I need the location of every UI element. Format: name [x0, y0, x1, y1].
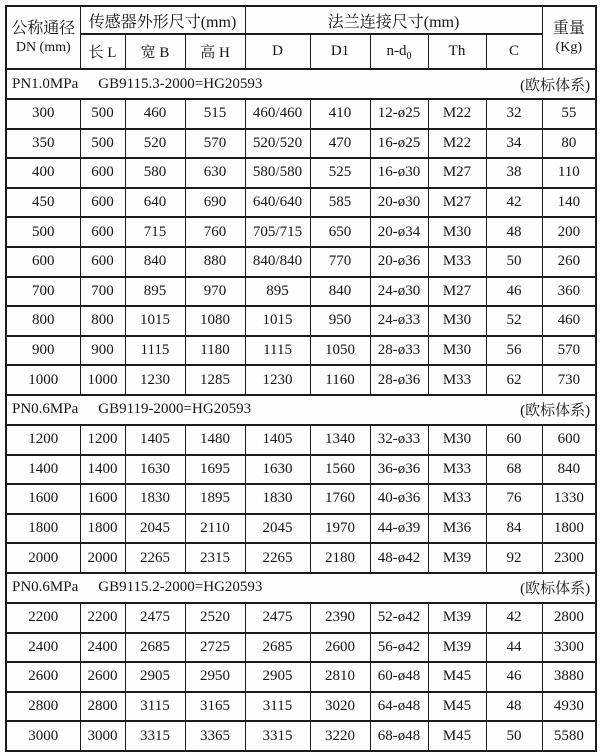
cell-n-d0: 24-ø33 — [370, 306, 428, 336]
cell-c: 56 — [486, 336, 542, 366]
cell-weight: 260 — [542, 247, 596, 277]
cell-c: 42 — [486, 188, 542, 218]
cell-d1: 3020 — [310, 692, 370, 722]
cell-c: 50 — [486, 247, 542, 277]
cell-d: 3315 — [245, 721, 310, 751]
cell-dn: 1000 — [6, 365, 80, 395]
cell-n-d0: 56-ø42 — [370, 633, 428, 663]
section-header-cell — [6, 69, 596, 99]
cell-dn: 500 — [6, 217, 80, 247]
cell-height-h: 2110 — [185, 514, 245, 544]
cell-th: M30 — [428, 217, 486, 247]
cell-width-b: 1830 — [125, 484, 185, 514]
standard-code-label: GB9115.3-2000=HG20593 — [98, 75, 263, 92]
cell-th: M33 — [428, 484, 486, 514]
table-row — [6, 306, 596, 336]
cell-th: M45 — [428, 662, 486, 692]
header-col-height-h: 高 H — [185, 34, 245, 69]
cell-width-b: 2685 — [125, 633, 185, 663]
cell-height-h: 1180 — [185, 336, 245, 366]
cell-n-d0: 28-ø36 — [370, 365, 428, 395]
header-col-n-d0-subscript: 0 — [406, 51, 412, 62]
cell-dn: 1800 — [6, 514, 80, 544]
cell-dn: 1600 — [6, 484, 80, 514]
header-weight — [542, 6, 596, 69]
cell-dn: 1400 — [6, 455, 80, 485]
table-row — [6, 158, 596, 188]
header-column-row — [6, 34, 596, 69]
cell-th: M30 — [428, 306, 486, 336]
cell-width-b: 715 — [125, 217, 185, 247]
section-header-row — [6, 69, 596, 99]
table-row — [6, 633, 596, 663]
cell-n-d0: 68-ø48 — [370, 721, 428, 751]
cell-d: 895 — [245, 277, 310, 307]
header-sensor-dimensions-group: 传感器外形尺寸(mm) — [80, 6, 245, 34]
cell-height-h: 760 — [185, 217, 245, 247]
cell-n-d0: 16-ø25 — [370, 129, 428, 159]
cell-c: 46 — [486, 662, 542, 692]
cell-length-l: 1600 — [80, 484, 125, 514]
pressure-rating-label: PN0.6MPa — [12, 401, 79, 418]
cell-dn: 400 — [6, 158, 80, 188]
system-note-label: (欧标体系) — [520, 77, 591, 94]
cell-weight: 110 — [542, 158, 596, 188]
cell-width-b: 1405 — [125, 425, 185, 455]
cell-d: 460/460 — [245, 99, 310, 129]
table-row — [6, 484, 596, 514]
cell-length-l: 600 — [80, 217, 125, 247]
cell-height-h: 2315 — [185, 543, 245, 573]
cell-width-b: 1115 — [125, 336, 185, 366]
cell-height-h: 570 — [185, 129, 245, 159]
cell-height-h: 1285 — [185, 365, 245, 395]
header-nominal-diameter-cn: 公称通径 — [11, 19, 76, 37]
cell-length-l: 3000 — [80, 721, 125, 751]
cell-d: 1015 — [245, 306, 310, 336]
cell-dn: 600 — [6, 247, 80, 277]
cell-height-h: 515 — [185, 99, 245, 129]
cell-length-l: 1000 — [80, 365, 125, 395]
cell-height-h: 3165 — [185, 692, 245, 722]
cell-height-h: 1895 — [185, 484, 245, 514]
table-row — [6, 99, 596, 129]
table-row — [6, 721, 596, 751]
table-row — [6, 188, 596, 218]
cell-d: 840/840 — [245, 247, 310, 277]
cell-d1: 525 — [310, 158, 370, 188]
cell-height-h: 2725 — [185, 633, 245, 663]
header-weight-unit: (Kg) — [555, 39, 583, 55]
cell-width-b: 460 — [125, 99, 185, 129]
cell-c: 34 — [486, 129, 542, 159]
cell-weight: 4930 — [542, 692, 596, 722]
cell-weight: 840 — [542, 455, 596, 485]
cell-length-l: 2800 — [80, 692, 125, 722]
cell-weight: 2800 — [542, 603, 596, 633]
table-body — [6, 69, 596, 751]
cell-d1: 470 — [310, 129, 370, 159]
cell-height-h: 880 — [185, 247, 245, 277]
cell-dn: 2600 — [6, 662, 80, 692]
cell-weight: 3300 — [542, 633, 596, 663]
table-row — [6, 247, 596, 277]
header-group-row — [6, 6, 596, 34]
dimension-spec-table — [5, 5, 597, 752]
cell-d1: 2180 — [310, 543, 370, 573]
standard-code-label: GB9115.2-2000=HG20593 — [98, 579, 263, 596]
cell-th: M36 — [428, 514, 486, 544]
cell-d: 1405 — [245, 425, 310, 455]
cell-d: 2475 — [245, 603, 310, 633]
cell-n-d0: 20-ø30 — [370, 188, 428, 218]
cell-th: M45 — [428, 692, 486, 722]
cell-weight: 3880 — [542, 662, 596, 692]
cell-th: M30 — [428, 336, 486, 366]
cell-length-l: 800 — [80, 306, 125, 336]
cell-th: M33 — [428, 455, 486, 485]
cell-th: M39 — [428, 633, 486, 663]
cell-length-l: 600 — [80, 188, 125, 218]
cell-width-b: 3315 — [125, 721, 185, 751]
cell-n-d0: 44-ø39 — [370, 514, 428, 544]
table-row — [6, 455, 596, 485]
cell-d: 2265 — [245, 543, 310, 573]
table-row — [6, 365, 596, 395]
section-header-row — [6, 395, 596, 425]
cell-weight: 55 — [542, 99, 596, 129]
cell-width-b: 640 — [125, 188, 185, 218]
table-row — [6, 692, 596, 722]
cell-c: 84 — [486, 514, 542, 544]
table-row — [6, 603, 596, 633]
cell-th: M22 — [428, 129, 486, 159]
cell-d: 1830 — [245, 484, 310, 514]
cell-d: 2045 — [245, 514, 310, 544]
cell-n-d0: 48-ø42 — [370, 543, 428, 573]
cell-height-h: 1695 — [185, 455, 245, 485]
cell-width-b: 1015 — [125, 306, 185, 336]
cell-dn: 2400 — [6, 633, 80, 663]
cell-length-l: 600 — [80, 247, 125, 277]
cell-th: M45 — [428, 721, 486, 751]
cell-dn: 800 — [6, 306, 80, 336]
cell-c: 62 — [486, 365, 542, 395]
cell-weight: 80 — [542, 129, 596, 159]
cell-length-l: 500 — [80, 99, 125, 129]
cell-n-d0: 12-ø25 — [370, 99, 428, 129]
cell-weight: 1330 — [542, 484, 596, 514]
cell-width-b: 2045 — [125, 514, 185, 544]
header-weight-cn: 重量 — [552, 19, 585, 37]
header-nominal-diameter-unit: DN (mm) — [15, 39, 71, 55]
cell-dn: 3000 — [6, 721, 80, 751]
cell-dn: 300 — [6, 99, 80, 129]
header-col-th: Th — [428, 34, 486, 69]
cell-c: 38 — [486, 158, 542, 188]
header-col-d1: D1 — [310, 34, 370, 69]
cell-weight: 200 — [542, 217, 596, 247]
section-header-row — [6, 573, 596, 603]
header-col-length-l: 长 L — [80, 34, 125, 69]
cell-c: 52 — [486, 306, 542, 336]
cell-weight: 1800 — [542, 514, 596, 544]
pressure-rating-label: PN0.6MPa — [12, 579, 79, 596]
cell-height-h: 970 — [185, 277, 245, 307]
cell-width-b: 895 — [125, 277, 185, 307]
cell-d1: 1160 — [310, 365, 370, 395]
cell-c: 92 — [486, 543, 542, 573]
table-row — [6, 662, 596, 692]
cell-width-b: 3115 — [125, 692, 185, 722]
cell-c: 32 — [486, 99, 542, 129]
cell-width-b: 2265 — [125, 543, 185, 573]
cell-d1: 950 — [310, 306, 370, 336]
cell-th: M30 — [428, 425, 486, 455]
table-row — [6, 129, 596, 159]
cell-d1: 410 — [310, 99, 370, 129]
cell-d1: 1560 — [310, 455, 370, 485]
cell-c: 68 — [486, 455, 542, 485]
cell-width-b: 520 — [125, 129, 185, 159]
cell-weight: 2300 — [542, 543, 596, 573]
cell-th: M33 — [428, 247, 486, 277]
cell-width-b: 840 — [125, 247, 185, 277]
cell-d1: 1970 — [310, 514, 370, 544]
cell-d: 520/520 — [245, 129, 310, 159]
header-col-d: D — [245, 34, 310, 69]
cell-dn: 350 — [6, 129, 80, 159]
cell-height-h: 630 — [185, 158, 245, 188]
table-header — [6, 6, 596, 69]
cell-height-h: 1480 — [185, 425, 245, 455]
cell-c: 46 — [486, 277, 542, 307]
cell-d1: 840 — [310, 277, 370, 307]
cell-n-d0: 60-ø48 — [370, 662, 428, 692]
cell-length-l: 700 — [80, 277, 125, 307]
header-nominal-diameter — [6, 6, 80, 69]
cell-d: 2905 — [245, 662, 310, 692]
cell-dn: 1200 — [6, 425, 80, 455]
section-header-cell — [6, 573, 596, 603]
cell-n-d0: 52-ø42 — [370, 603, 428, 633]
cell-length-l: 2400 — [80, 633, 125, 663]
cell-length-l: 1200 — [80, 425, 125, 455]
cell-n-d0: 64-ø48 — [370, 692, 428, 722]
cell-th: M39 — [428, 603, 486, 633]
cell-th: M33 — [428, 365, 486, 395]
cell-n-d0: 20-ø34 — [370, 217, 428, 247]
cell-dn: 450 — [6, 188, 80, 218]
cell-length-l: 1800 — [80, 514, 125, 544]
cell-n-d0: 28-ø33 — [370, 336, 428, 366]
table-row — [6, 277, 596, 307]
cell-d1: 2810 — [310, 662, 370, 692]
cell-d: 2685 — [245, 633, 310, 663]
cell-length-l: 500 — [80, 129, 125, 159]
cell-th: M39 — [428, 543, 486, 573]
cell-width-b: 2475 — [125, 603, 185, 633]
cell-width-b: 2905 — [125, 662, 185, 692]
cell-length-l: 1400 — [80, 455, 125, 485]
header-col-width-b: 宽 B — [125, 34, 185, 69]
cell-length-l: 2000 — [80, 543, 125, 573]
cell-dn: 700 — [6, 277, 80, 307]
cell-th: M22 — [428, 99, 486, 129]
cell-weight: 600 — [542, 425, 596, 455]
cell-weight: 730 — [542, 365, 596, 395]
cell-n-d0: 40-ø36 — [370, 484, 428, 514]
header-col-c: C — [486, 34, 542, 69]
cell-width-b: 580 — [125, 158, 185, 188]
table-row — [6, 425, 596, 455]
table-row — [6, 217, 596, 247]
cell-width-b: 1230 — [125, 365, 185, 395]
cell-d1: 770 — [310, 247, 370, 277]
cell-d: 1630 — [245, 455, 310, 485]
cell-weight: 140 — [542, 188, 596, 218]
cell-length-l: 900 — [80, 336, 125, 366]
cell-height-h: 690 — [185, 188, 245, 218]
table-row — [6, 336, 596, 366]
table-row — [6, 543, 596, 573]
cell-c: 50 — [486, 721, 542, 751]
cell-weight: 5580 — [542, 721, 596, 751]
cell-n-d0: 16-ø30 — [370, 158, 428, 188]
cell-d1: 3220 — [310, 721, 370, 751]
cell-n-d0: 36-ø36 — [370, 455, 428, 485]
cell-width-b: 1630 — [125, 455, 185, 485]
cell-weight: 570 — [542, 336, 596, 366]
cell-c: 42 — [486, 603, 542, 633]
cell-th: M27 — [428, 158, 486, 188]
cell-c: 60 — [486, 425, 542, 455]
cell-d: 3115 — [245, 692, 310, 722]
cell-d: 1115 — [245, 336, 310, 366]
cell-d1: 1760 — [310, 484, 370, 514]
cell-height-h: 3365 — [185, 721, 245, 751]
standard-code-label: GB9119-2000=HG20593 — [98, 401, 252, 418]
cell-height-h: 2950 — [185, 662, 245, 692]
cell-d1: 2390 — [310, 603, 370, 633]
cell-c: 48 — [486, 217, 542, 247]
section-header-cell — [6, 395, 596, 425]
cell-dn: 900 — [6, 336, 80, 366]
cell-c: 44 — [486, 633, 542, 663]
cell-d: 640/640 — [245, 188, 310, 218]
cell-length-l: 600 — [80, 158, 125, 188]
cell-d1: 1050 — [310, 336, 370, 366]
cell-d1: 2600 — [310, 633, 370, 663]
cell-height-h: 2520 — [185, 603, 245, 633]
cell-dn: 2200 — [6, 603, 80, 633]
cell-n-d0: 32-ø33 — [370, 425, 428, 455]
cell-th: M27 — [428, 188, 486, 218]
cell-length-l: 2200 — [80, 603, 125, 633]
header-flange-connection-group: 法兰连接尺寸(mm) — [245, 6, 542, 34]
cell-weight: 460 — [542, 306, 596, 336]
cell-length-l: 2600 — [80, 662, 125, 692]
cell-d1: 650 — [310, 217, 370, 247]
system-note-label: (欧标体系) — [520, 581, 591, 598]
cell-d: 580/580 — [245, 158, 310, 188]
cell-c: 76 — [486, 484, 542, 514]
cell-n-d0: 20-ø36 — [370, 247, 428, 277]
cell-n-d0: 24-ø30 — [370, 277, 428, 307]
cell-d1: 585 — [310, 188, 370, 218]
system-note-label: (欧标体系) — [520, 403, 591, 420]
cell-height-h: 1080 — [185, 306, 245, 336]
cell-weight: 360 — [542, 277, 596, 307]
header-col-n-d0: $n-d_0$ — [370, 34, 428, 69]
cell-d: 705/715 — [245, 217, 310, 247]
cell-c: 48 — [486, 692, 542, 722]
cell-d1: 1340 — [310, 425, 370, 455]
cell-d: 1230 — [245, 365, 310, 395]
cell-dn: 2000 — [6, 543, 80, 573]
cell-dn: 2800 — [6, 692, 80, 722]
pressure-rating-label: PN1.0MPa — [12, 75, 79, 92]
table-row — [6, 514, 596, 544]
cell-th: M27 — [428, 277, 486, 307]
